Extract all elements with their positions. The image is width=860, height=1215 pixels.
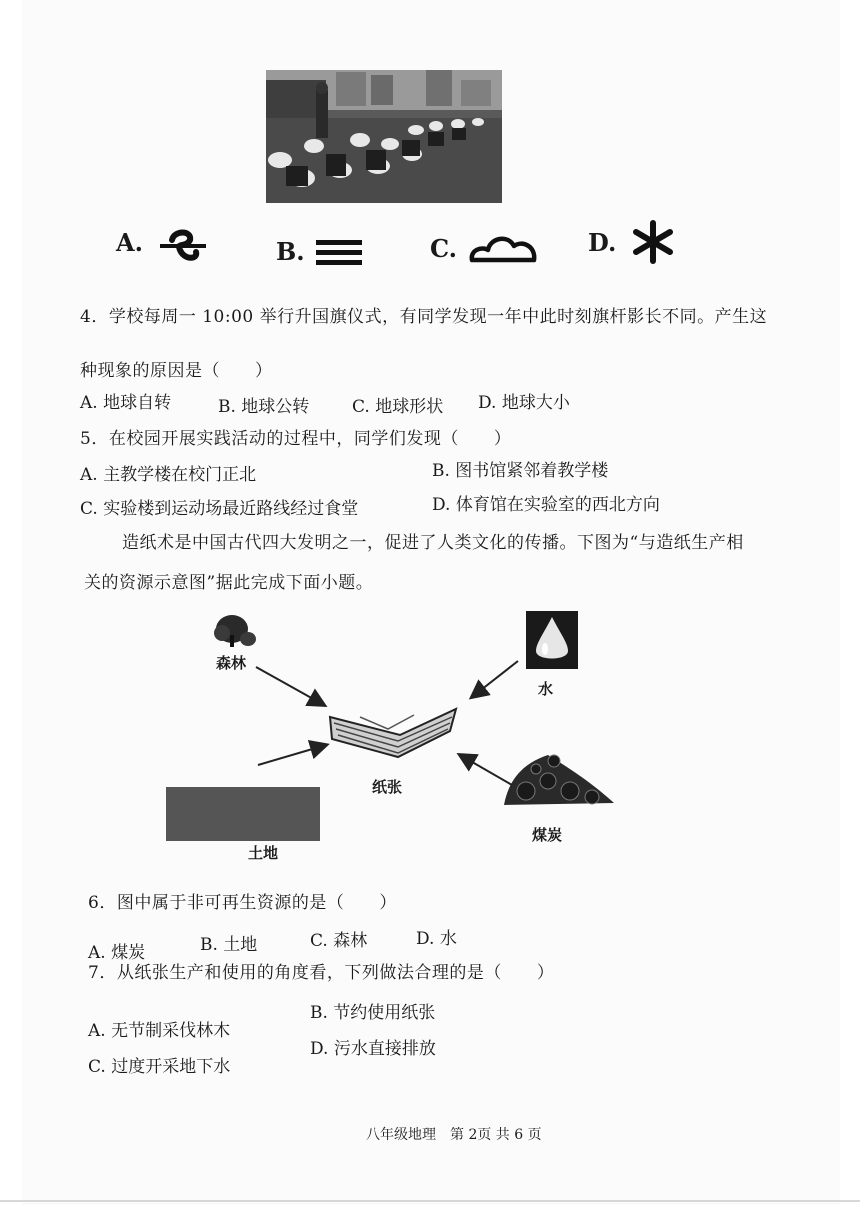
symbol-option-d-label: D.	[588, 228, 617, 257]
question-7-option-d: D. 污水直接排放	[310, 1039, 436, 1059]
symbol-option-a-label: A.	[116, 228, 143, 257]
bottom-scan-edge	[0, 1200, 860, 1202]
question-4-option-c: C. 地球形状	[352, 397, 444, 417]
intro-paragraph-line-1: 造纸术是中国古代四大发明之一，促进了人类文化的传播。下图为“与造纸生产相	[122, 533, 744, 553]
fog-icon	[314, 238, 364, 272]
question-5-option-a: A. 主教学楼在校门正北	[80, 465, 257, 485]
question-6-option-d: D. 水	[416, 929, 457, 949]
question-6-option-c: C. 森林	[310, 931, 368, 951]
land-label: 土地	[248, 844, 279, 862]
intro-paragraph-line-2: 关的资源示意图”据此完成下面小题。	[84, 573, 374, 593]
forest-icon	[214, 615, 256, 647]
land-image	[166, 787, 320, 841]
snow-icon	[628, 220, 678, 268]
question-7-option-c: C. 过度开采地下水	[88, 1057, 231, 1077]
question-4-option-a: A. 地球自转	[80, 393, 172, 413]
question-6-stem: 6．图中属于非可再生资源的是（ ）	[88, 893, 397, 913]
question-5-option-c: C. 实验楼到运动场最近路线经过食堂	[80, 499, 359, 519]
papermaking-resources-diagram	[150, 605, 650, 855]
typhoon-icon	[158, 228, 208, 268]
page-footer: 八年级地理 第 2页 共 6 页	[366, 1127, 542, 1143]
coal-label: 煤炭	[532, 826, 563, 844]
paper-stack-icon	[330, 709, 456, 757]
question-7-stem: 7．从纸张生产和使用的角度看，下列做法合理的是（ ）	[88, 963, 555, 983]
symbol-option-b-label: B.	[276, 237, 305, 266]
question-6-option-a: A. 煤炭	[88, 943, 146, 963]
question-4-option-d: D. 地球大小	[478, 393, 570, 413]
question-4-option-b: B. 地球公转	[218, 397, 310, 417]
question-7-option-b: B. 节约使用纸张	[310, 1003, 436, 1023]
question-7-option-a: A. 无节制采伐林木	[88, 1021, 231, 1041]
question-4-stem-line-1: 4．学校每周一 10:00 举行升国旗仪式，有同学发现一年中此时刻旗杆影长不同。产生这	[80, 307, 768, 327]
field-activity-photo	[266, 70, 502, 203]
symbol-option-c-label: C.	[430, 234, 458, 263]
question-5-option-d: D. 体育馆在实验室的西北方向	[432, 495, 660, 515]
paper-label: 纸张	[372, 778, 403, 796]
question-4-stem-line-2: 种现象的原因是（ ）	[80, 361, 273, 381]
coal-pile-icon	[504, 755, 614, 805]
water-label: 水	[538, 680, 554, 698]
water-drop-icon	[526, 611, 578, 669]
cloudy-icon	[468, 232, 540, 268]
forest-label: 森林	[216, 654, 247, 672]
question-5-option-b: B. 图书馆紧邻着教学楼	[432, 461, 609, 481]
question-6-option-b: B. 土地	[200, 935, 258, 955]
question-5-stem: 5．在校园开展实践活动的过程中，同学们发现（ ）	[80, 429, 512, 449]
